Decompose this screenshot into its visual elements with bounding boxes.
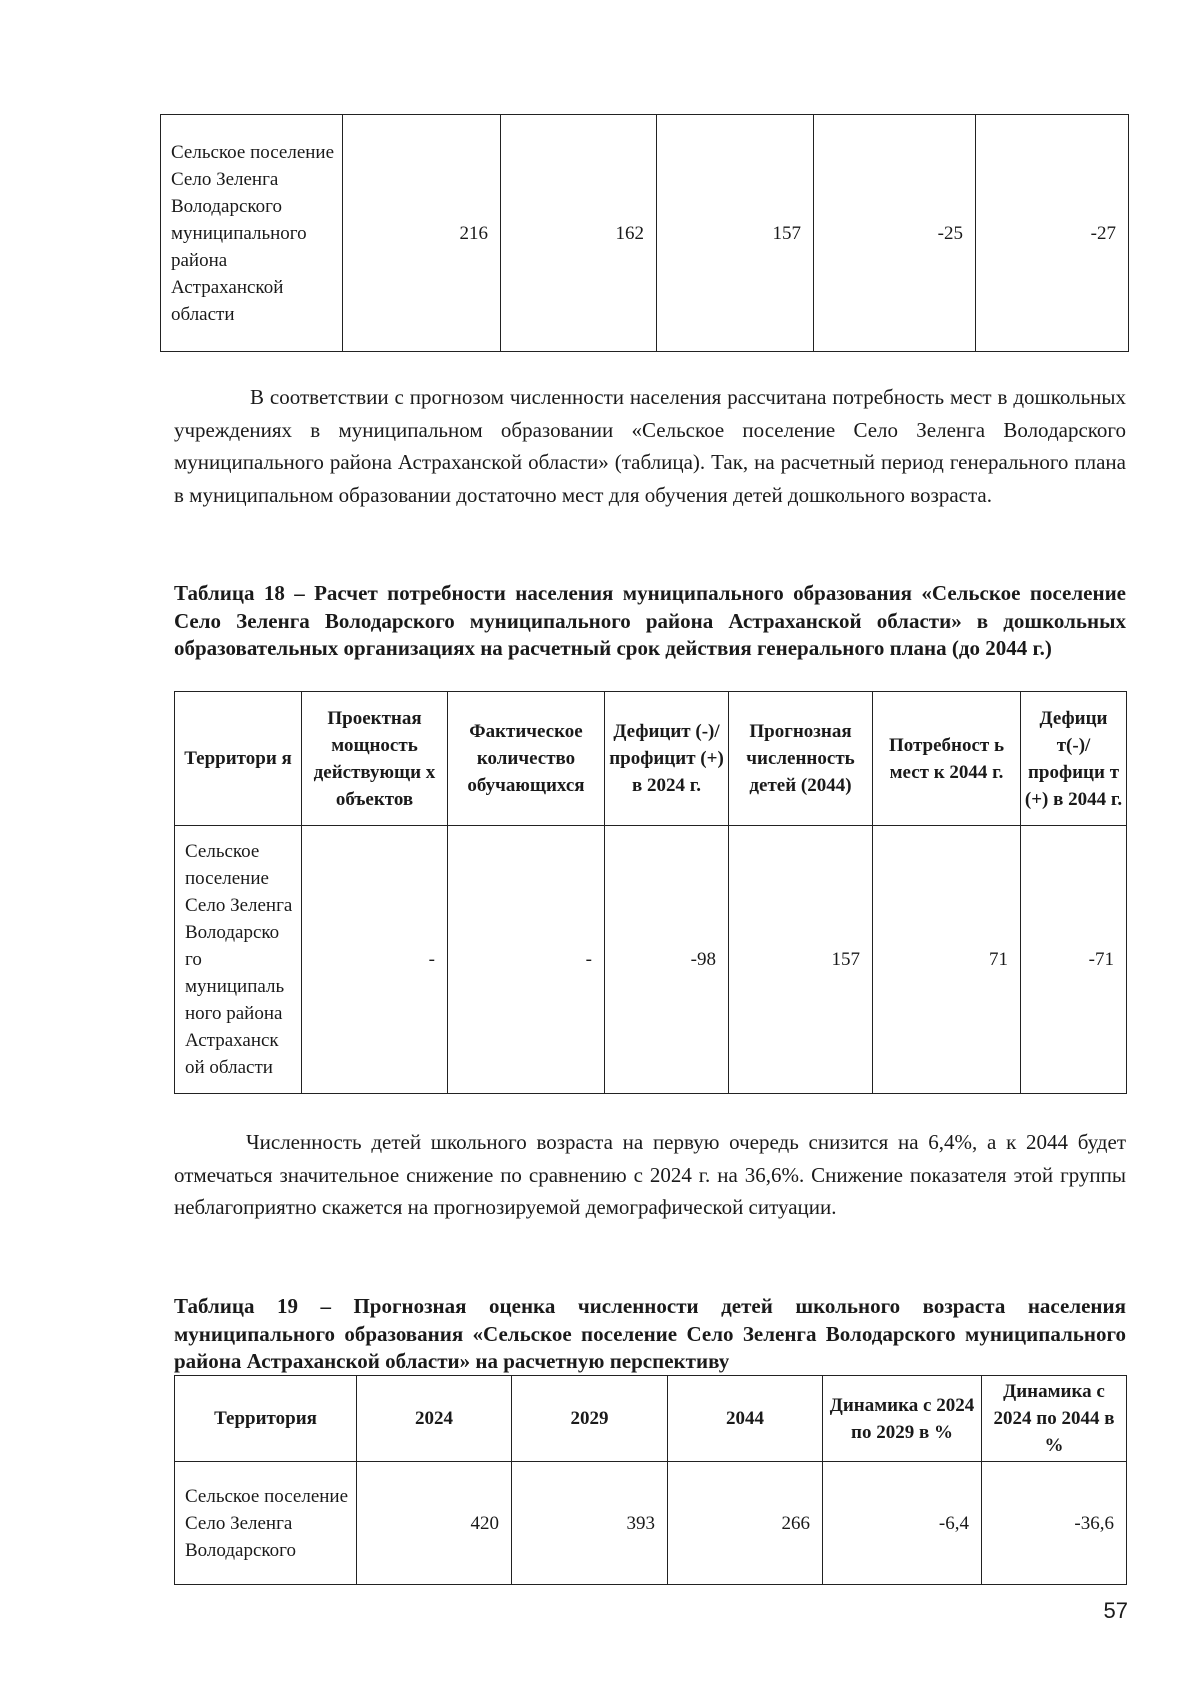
column-header: Территори я xyxy=(175,692,302,826)
value-cell: -6,4 xyxy=(823,1462,982,1585)
body-paragraph: В соответствии с прогнозом численности населения рассчитана потребность мест в дошкольных учреждениях в муниципальном образовании «Сельское поселение Село Зеленга Володарского муниципального района Астраханской области» (таблица). Так, на расчетный период генерального плана в муниципальном образовании достаточно мест для обучения детей дошкольного возраста. xyxy=(174,385,1126,507)
column-header: 2029 xyxy=(512,1376,668,1462)
value-cell: 216 xyxy=(343,115,501,352)
column-header: Фактическое количество обучающихся xyxy=(448,692,605,826)
value-cell: -98 xyxy=(605,826,729,1094)
population-table-continuation xyxy=(160,114,1129,352)
column-header: Потребност ь мест к 2044 г. xyxy=(873,692,1021,826)
column-header: Дефицит (-)/ профицит (+) в 2024 г. xyxy=(605,692,729,826)
value-cell: 162 xyxy=(501,115,657,352)
table-19-caption: Таблица 19 – Прогнозная оценка численности детей школьного возраста населения муниципального образования «Сельское поселение Село Зеленга Володарского муниципального района Астраханской области» на расчетную перспективу xyxy=(174,1294,1126,1373)
territory-cell: Сельское поселение Село Зеленга Володарского xyxy=(175,1462,357,1585)
value-cell: 393 xyxy=(512,1462,668,1585)
table-18 xyxy=(174,691,1127,1094)
column-header: Дефици т(-)/ профици т (+) в 2044 г. xyxy=(1021,692,1127,826)
body-paragraph: Численность детей школьного возраста на первую очередь снизится на 6,4%, а к 2044 будет отмечаться значительное снижение по сравнению с 2024 г. на 36,6%. Снижение показателя этой группы неблагоприятно скажется на прогнозируемой демографической ситуации. xyxy=(174,1130,1126,1219)
value-cell: 420 xyxy=(357,1462,512,1585)
table-header-row xyxy=(175,1376,1127,1462)
table-row xyxy=(161,115,1129,352)
value-cell: 157 xyxy=(729,826,873,1094)
table-row xyxy=(175,826,1127,1094)
territory-cell: Сельское поселение Село Зеленга Володарско го муниципаль ного района Астраханск ой области xyxy=(175,826,302,1094)
value-cell: -27 xyxy=(976,115,1129,352)
column-header: 2044 xyxy=(668,1376,823,1462)
value-cell: 266 xyxy=(668,1462,823,1585)
column-header: Динамика с 2024 по 2029 в % xyxy=(823,1376,982,1462)
value-cell: -36,6 xyxy=(982,1462,1127,1585)
value-cell: -25 xyxy=(814,115,976,352)
column-header: Динамика с 2024 по 2044 в % xyxy=(982,1376,1127,1462)
territory-cell: Сельское поселение Село Зеленга Володарского муниципального района Астраханской области xyxy=(161,115,343,352)
column-header: Территория xyxy=(175,1376,357,1462)
table-19 xyxy=(174,1375,1127,1585)
value-cell: 157 xyxy=(657,115,814,352)
value-cell: - xyxy=(302,826,448,1094)
table-18-caption: Таблица 18 – Расчет потребности населения муниципального образования «Сельское поселение Село Зеленга Володарского муниципального района Астраханской области» в дошкольных образовательных организациях на расчетный срок действия генерального плана (до 2044 г.) xyxy=(174,581,1126,660)
table-row xyxy=(175,1462,1127,1585)
value-cell: -71 xyxy=(1021,826,1127,1094)
column-header: 2024 xyxy=(357,1376,512,1462)
value-cell: 71 xyxy=(873,826,1021,1094)
value-cell: - xyxy=(448,826,605,1094)
table-header-row xyxy=(175,692,1127,826)
column-header: Проектная мощность действующи х объектов xyxy=(302,692,448,826)
page-number: 57 xyxy=(1103,1598,1128,1623)
column-header: Прогнозная численность детей (2044) xyxy=(729,692,873,826)
